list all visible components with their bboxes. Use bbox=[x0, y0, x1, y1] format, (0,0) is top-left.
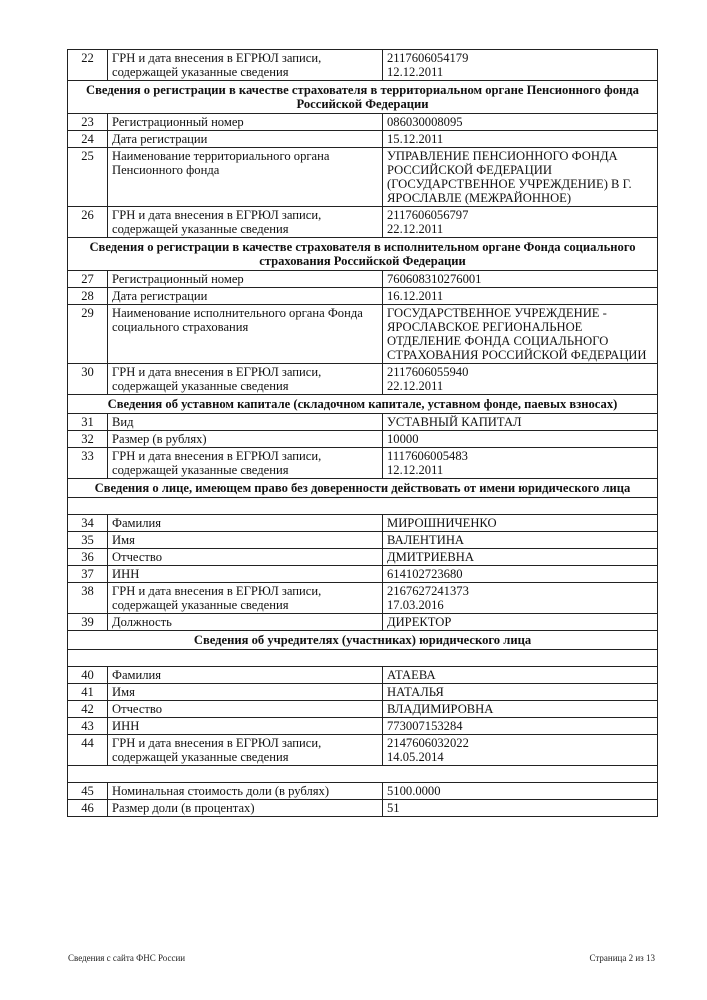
row-number-cell: 23 bbox=[68, 114, 108, 131]
field-value-cell: 2117606055940 22.12.2011 bbox=[383, 364, 658, 395]
row-number-cell: 25 bbox=[68, 148, 108, 207]
field-value-cell: ВАЛЕНТИНА bbox=[383, 532, 658, 549]
field-label-cell: Регистрационный номер bbox=[108, 114, 383, 131]
field-label-cell: Фамилия bbox=[108, 667, 383, 684]
table-row bbox=[68, 583, 658, 614]
table-row bbox=[68, 549, 658, 566]
field-label-cell: Фамилия bbox=[108, 515, 383, 532]
field-value-cell: НАТАЛЬЯ bbox=[383, 684, 658, 701]
table-row bbox=[68, 448, 658, 479]
field-label-cell: Отчество bbox=[108, 549, 383, 566]
table-row bbox=[68, 614, 658, 631]
row-number-cell: 38 bbox=[68, 583, 108, 614]
table-row bbox=[68, 515, 658, 532]
field-value-cell: ДМИТРИЕВНА bbox=[383, 549, 658, 566]
row-number-cell: 22 bbox=[68, 50, 108, 81]
row-number-cell: 31 bbox=[68, 414, 108, 431]
table-row bbox=[68, 800, 658, 817]
field-label-cell: Наименование исполнительного органа Фонда социального страхования bbox=[108, 305, 383, 364]
table-row bbox=[68, 50, 658, 81]
row-number-cell: 34 bbox=[68, 515, 108, 532]
section-header-row bbox=[68, 238, 658, 271]
table-row bbox=[68, 288, 658, 305]
field-label-cell: ГРН и дата внесения в ЕГРЮЛ записи, содержащей указанные сведения bbox=[108, 207, 383, 238]
egrul-extract-body bbox=[68, 50, 658, 817]
field-value-cell: ВЛАДИМИРОВНА bbox=[383, 701, 658, 718]
section-header-row bbox=[68, 395, 658, 414]
field-label-cell: ИНН bbox=[108, 566, 383, 583]
field-value-cell: МИРОШНИЧЕНКО bbox=[383, 515, 658, 532]
row-number-cell: 26 bbox=[68, 207, 108, 238]
empty-row bbox=[68, 766, 658, 783]
field-label-cell: ГРН и дата внесения в ЕГРЮЛ записи, содержащей указанные сведения bbox=[108, 364, 383, 395]
field-label-cell: Наименование территориального органа Пенсионного фонда bbox=[108, 148, 383, 207]
section-title: Сведения о регистрации в качестве страхователя в исполнительном органе Фонда социального страхования Российской Федерации bbox=[68, 238, 658, 271]
egrul-extract-table bbox=[67, 49, 658, 817]
field-label-cell: ГРН и дата внесения в ЕГРЮЛ записи, содержащей указанные сведения bbox=[108, 448, 383, 479]
row-number-cell: 40 bbox=[68, 667, 108, 684]
field-value-cell: 10000 bbox=[383, 431, 658, 448]
field-value-cell: 086030008095 bbox=[383, 114, 658, 131]
field-label-cell: ГРН и дата внесения в ЕГРЮЛ записи, содержащей указанные сведения bbox=[108, 583, 383, 614]
field-value-cell: 5100.0000 bbox=[383, 783, 658, 800]
section-header-row bbox=[68, 81, 658, 114]
field-value-cell: 16.12.2011 bbox=[383, 288, 658, 305]
field-value-cell: АТАЕВА bbox=[383, 667, 658, 684]
field-label-cell: Регистрационный номер bbox=[108, 271, 383, 288]
table-row bbox=[68, 271, 658, 288]
section-title: Сведения об учредителях (участниках) юридического лица bbox=[68, 631, 658, 650]
table-row bbox=[68, 131, 658, 148]
row-number-cell: 30 bbox=[68, 364, 108, 395]
field-label-cell: Отчество bbox=[108, 701, 383, 718]
field-value-cell: ГОСУДАРСТВЕННОЕ УЧРЕЖДЕНИЕ - ЯРОСЛАВСКОЕ РЕГИОНАЛЬНОЕ ОТДЕЛЕНИЕ ФОНДА СОЦИАЛЬНОГО СТРАХОВАНИЯ РОССИЙСКОЙ ФЕДЕРАЦИИ bbox=[383, 305, 658, 364]
table-row bbox=[68, 667, 658, 684]
field-value-cell: 614102723680 bbox=[383, 566, 658, 583]
field-value-cell: УПРАВЛЕНИЕ ПЕНСИОННОГО ФОНДА РОССИЙСКОЙ ФЕДЕРАЦИИ (ГОСУДАРСТВЕННОЕ УЧРЕЖДЕНИЕ) В Г. ЯРОСЛАВЛЕ (МЕЖРАЙОННОЕ) bbox=[383, 148, 658, 207]
empty-cell bbox=[68, 498, 658, 515]
empty-row bbox=[68, 498, 658, 515]
row-number-cell: 27 bbox=[68, 271, 108, 288]
table-row bbox=[68, 431, 658, 448]
row-number-cell: 37 bbox=[68, 566, 108, 583]
section-title: Сведения о регистрации в качестве страхователя в территориальном органе Пенсионного фонда Российской Федерации bbox=[68, 81, 658, 114]
table-row bbox=[68, 305, 658, 364]
section-title: Сведения об уставном капитале (складочном капитале, уставном фонде, паевых взносах) bbox=[68, 395, 658, 414]
row-number-cell: 28 bbox=[68, 288, 108, 305]
field-label-cell: Дата регистрации bbox=[108, 288, 383, 305]
row-number-cell: 46 bbox=[68, 800, 108, 817]
field-value-cell: 1117606005483 12.12.2011 bbox=[383, 448, 658, 479]
field-value-cell: 2117606056797 22.12.2011 bbox=[383, 207, 658, 238]
section-title: Сведения о лице, имеющем право без доверенности действовать от имени юридического лица bbox=[68, 479, 658, 498]
field-value-cell: 2147606032022 14.05.2014 bbox=[383, 735, 658, 766]
field-value-cell: 773007153284 bbox=[383, 718, 658, 735]
empty-cell bbox=[68, 766, 658, 783]
field-value-cell: 51 bbox=[383, 800, 658, 817]
section-header-row bbox=[68, 479, 658, 498]
field-label-cell: ГРН и дата внесения в ЕГРЮЛ записи, содержащей указанные сведения bbox=[108, 735, 383, 766]
row-number-cell: 29 bbox=[68, 305, 108, 364]
table-row bbox=[68, 684, 658, 701]
table-row bbox=[68, 207, 658, 238]
field-label-cell: Вид bbox=[108, 414, 383, 431]
table-row bbox=[68, 148, 658, 207]
table-row bbox=[68, 364, 658, 395]
field-label-cell: ИНН bbox=[108, 718, 383, 735]
row-number-cell: 42 bbox=[68, 701, 108, 718]
row-number-cell: 43 bbox=[68, 718, 108, 735]
table-row bbox=[68, 532, 658, 549]
row-number-cell: 32 bbox=[68, 431, 108, 448]
section-header-row bbox=[68, 631, 658, 650]
field-label-cell: ГРН и дата внесения в ЕГРЮЛ записи, содержащей указанные сведения bbox=[108, 50, 383, 81]
field-value-cell: УСТАВНЫЙ КАПИТАЛ bbox=[383, 414, 658, 431]
row-number-cell: 39 bbox=[68, 614, 108, 631]
field-value-cell: 760608310276001 bbox=[383, 271, 658, 288]
field-label-cell: Дата регистрации bbox=[108, 131, 383, 148]
table-row bbox=[68, 114, 658, 131]
table-row bbox=[68, 414, 658, 431]
row-number-cell: 41 bbox=[68, 684, 108, 701]
field-value-cell: 15.12.2011 bbox=[383, 131, 658, 148]
field-value-cell: 2167627241373 17.03.2016 bbox=[383, 583, 658, 614]
field-label-cell: Имя bbox=[108, 532, 383, 549]
field-value-cell: 2117606054179 12.12.2011 bbox=[383, 50, 658, 81]
row-number-cell: 33 bbox=[68, 448, 108, 479]
footer-page-number: Страница 2 из 13 bbox=[589, 953, 655, 963]
row-number-cell: 35 bbox=[68, 532, 108, 549]
field-label-cell: Размер доли (в процентах) bbox=[108, 800, 383, 817]
table-row bbox=[68, 701, 658, 718]
empty-cell bbox=[68, 650, 658, 667]
field-label-cell: Номинальная стоимость доли (в рублях) bbox=[108, 783, 383, 800]
table-row bbox=[68, 566, 658, 583]
table-row bbox=[68, 783, 658, 800]
field-label-cell: Должность bbox=[108, 614, 383, 631]
empty-row bbox=[68, 650, 658, 667]
row-number-cell: 24 bbox=[68, 131, 108, 148]
row-number-cell: 44 bbox=[68, 735, 108, 766]
footer-source: Сведения с сайта ФНС России bbox=[68, 953, 186, 963]
table-row bbox=[68, 735, 658, 766]
field-label-cell: Размер (в рублях) bbox=[108, 431, 383, 448]
row-number-cell: 45 bbox=[68, 783, 108, 800]
table-row bbox=[68, 718, 658, 735]
field-value-cell: ДИРЕКТОР bbox=[383, 614, 658, 631]
field-label-cell: Имя bbox=[108, 684, 383, 701]
row-number-cell: 36 bbox=[68, 549, 108, 566]
